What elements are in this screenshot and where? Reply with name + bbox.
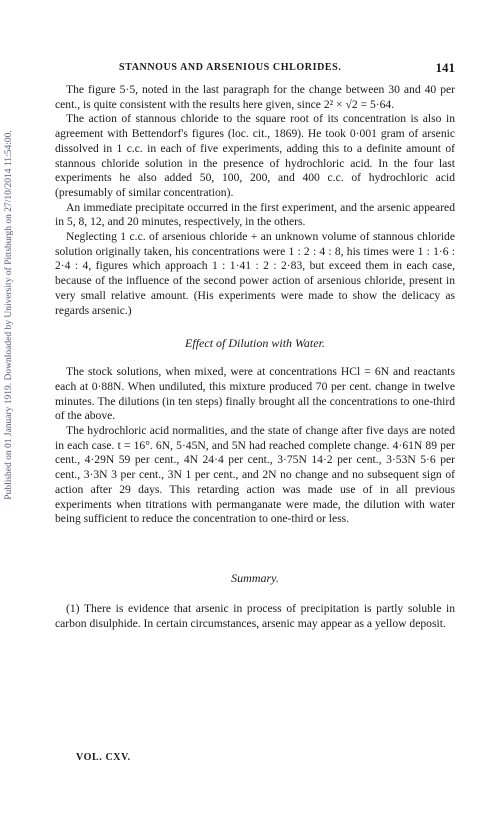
volume-signature: VOL. CXV. [76,752,131,763]
running-title: STANNOUS AND ARSENIOUS CHLORIDES. [119,62,342,73]
paragraph: Neglecting 1 c.c. of arsenious chloride + an unknown volume of stannous chloride solution originally taken, his concentrations were 1 : 2 : 4 : 8, his times were 1 : 1·6 : 2·4 : 4, figures which approach 1 : 1·41 : 2 : 2·83, but exceed them in each case, because of the influence of the second power action of arsenious chloride, present in very small relative amount. (His experiments were made to show the delicacy as regards arsenic.) [55,230,455,317]
page-number: 141 [435,60,455,75]
paragraph: An immediate precipitate occurred in the first experiment, and the arsenic appeared in 5, 8, 12, and 20 minutes, respectively, in the others. [55,200,455,229]
paragraph: The hydrochloric acid normalities, and the state of change after five days are noted in each case. t = 16°. 6N, 5·45N, and 5N had reached complete change. 4·61N 89 per cent., 4·29N 59 per cent., 4N 24·4 per cent., 3·75N 14·2 per cent., 3·53N 5·6 per cent., 3·3N 3 per cent., 3N 1 per cent., and 2N no change and no subsequent sign of action after 29 days. This retarding action was made use of in all previous experiments when titrations with permanganate were made, the dilution with water being sufficient to reduce the concentration to one-third or less. [55,424,455,526]
section-heading: Effect of Dilution with Water. [185,336,325,351]
summary-paragraph: (1) There is evidence that arsenic in process of precipitation is partly soluble in carbon disulphide. In certain circumstances, arsenic may appear as a yellow deposit. [55,601,455,630]
summary-heading: Summary. [231,570,279,585]
article-body [55,83,455,631]
download-watermark-text: Published on 01 January 1919. Downloaded by University of Pittsburgh on 27/10/2014 11:54:00. [4,130,14,500]
running-header [55,62,455,76]
paragraph: The figure 5·5, noted in the last paragraph for the change between 30 and 40 per cent., is quite consistent with the results here given, since 2² × √2 = 5·64. [55,83,455,111]
paragraph: The stock solutions, when mixed, were at concentrations HCl = 6N and reactants each at 0·88N. When undiluted, this mixture produced 70 per cent. change in twelve minutes. The dilutions (in ten steps) finally brought all the concentrations to one-third of the above. [55,365,455,423]
paragraph: The action of stannous chloride to the square root of its concentration is also in agreement with Bettendorf's figures (loc. cit., 1869). He took 0·001 gram of arsenic dissolved in 1 c.c. in each of five experiments, adding this to a definite amount of stannous chloride solution in the presence of hydrochloric acid. In the four last experiments he also added 50, 100, 200, and 400 c.c. of hydrochloric acid (presumably of similar concentration). [55,112,455,199]
download-watermark [2,95,16,535]
